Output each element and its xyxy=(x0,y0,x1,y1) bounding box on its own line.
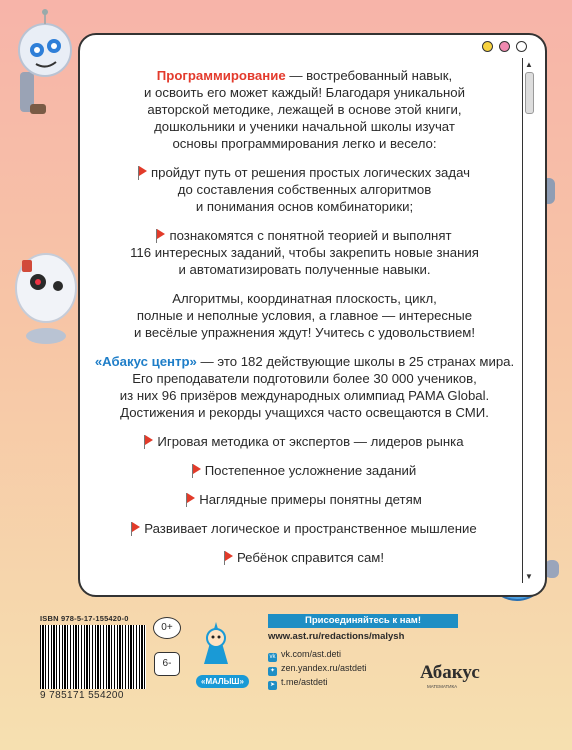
website-link[interactable]: www.ast.ru/redactions/malysh xyxy=(268,631,405,642)
social-vk-text: vk.com/ast.deti xyxy=(281,649,342,659)
malysh-label: «МАЛЫШ» xyxy=(196,675,249,688)
malysh-logo xyxy=(196,614,256,689)
malysh-character-icon xyxy=(196,614,236,666)
intro-line-4: дошкольники и ученики начальной школы изучат xyxy=(154,119,455,134)
flag-icon xyxy=(225,551,233,561)
intro-highlight: Программирование xyxy=(156,68,286,83)
window-content xyxy=(92,67,517,578)
social-zen[interactable] xyxy=(268,662,367,676)
para4-line-1: — это 182 действующие школы в 25 странах мира. xyxy=(196,354,515,369)
bullet-paragraph-2 xyxy=(92,227,517,278)
intro-line-1: — востребованный навык, xyxy=(285,68,453,83)
para3-line-1: Алгоритмы, координатная плоскость, цикл, xyxy=(172,291,437,306)
feature-text: Игровая методика от экспертов — лидеров рынка xyxy=(157,434,464,449)
window-button-yellow[interactable] xyxy=(482,41,493,52)
bullet2-line-3: и автоматизировать полученные навыки. xyxy=(178,262,431,277)
para4-line-2: Его преподаватели подготовили более 30 000 учеников, xyxy=(132,371,477,386)
social-links xyxy=(268,648,367,690)
window-controls xyxy=(482,41,527,52)
intro-line-3: авторской методике, лежащей в основе этой книги, xyxy=(147,102,462,117)
flag-icon xyxy=(157,229,165,239)
paragraph-3 xyxy=(92,290,517,341)
window-button-pink[interactable] xyxy=(499,41,510,52)
age-rating-badge: 0+ xyxy=(153,617,181,639)
back-cover-footer xyxy=(0,600,572,750)
abakus-subtitle: МАТЕМАТИКА xyxy=(427,684,458,689)
feature-item xyxy=(92,433,517,450)
age-recommendation-badge: 6- xyxy=(154,652,180,676)
feature-text: Наглядные примеры понятны детям xyxy=(199,492,422,507)
scrollbar[interactable] xyxy=(522,58,535,583)
social-vk[interactable] xyxy=(268,648,367,662)
para3-line-2: полные и неполные условия, а главное — интересные xyxy=(136,308,473,323)
social-telegram[interactable] xyxy=(268,676,367,690)
robot-illustration-left xyxy=(8,240,83,350)
robot-illustration-top-left xyxy=(10,8,80,118)
feature-text: Постепенное усложнение заданий xyxy=(204,463,417,478)
zen-icon: ✦ xyxy=(269,668,276,674)
telegram-icon: ➤ xyxy=(269,682,276,688)
flag-icon xyxy=(193,464,201,474)
program-window xyxy=(78,33,547,597)
feature-item xyxy=(92,520,517,537)
intro-paragraph xyxy=(92,67,517,152)
feature-text: Развивает логическое и пространственное мышление xyxy=(144,521,477,536)
isbn-label: ISBN 978-5-17-155420-0 xyxy=(40,614,129,623)
feature-item xyxy=(92,462,517,479)
intro-line-2: и освоить его может каждый! Благодаря уникальной xyxy=(143,85,465,100)
vk-icon: vk xyxy=(269,654,276,660)
paragraph-4 xyxy=(92,353,517,421)
flag-icon xyxy=(145,435,153,445)
para3-line-3: и весёлые упражнения ждут! Учитесь с удовольствием! xyxy=(133,325,476,340)
feature-text: Ребёнок справится сам! xyxy=(236,550,385,565)
barcode-bars xyxy=(40,625,146,689)
scroll-up-arrow-icon[interactable]: ▲ xyxy=(525,60,533,69)
feature-item xyxy=(92,491,517,508)
scroll-thumb[interactable] xyxy=(525,72,534,114)
abakus-center-highlight: «Абакус центр» xyxy=(94,354,197,369)
bullet2-line-1: познакомятся с понятной теорией и выполнят xyxy=(169,228,452,243)
barcode xyxy=(40,614,146,701)
para4-line-3: из них 96 призёров международных олимпиад PAMA Global. xyxy=(119,388,490,403)
feature-item xyxy=(92,549,517,566)
bullet-paragraph-1 xyxy=(92,164,517,215)
intro-line-5: основы программирования легко и весело: xyxy=(172,136,437,151)
bullet1-line-2: до составления собственных алгоритмов xyxy=(177,182,432,197)
flag-icon xyxy=(132,522,140,532)
window-button-white[interactable] xyxy=(516,41,527,52)
bullet2-line-2: 116 интересных заданий, чтобы закрепить новые знания xyxy=(130,245,479,260)
barcode-number: 9 785171 554200 xyxy=(40,690,124,701)
para4-line-4: Достижения и рекорды учащихся часто освещаются в СМИ. xyxy=(120,405,489,420)
bullet1-line-1: пройдут путь от решения простых логических задач xyxy=(151,165,470,180)
join-us-banner: Присоединяйтесь к нам! xyxy=(268,614,458,628)
abakus-logo: Абакус xyxy=(420,662,480,683)
flag-icon xyxy=(187,493,195,503)
social-tg-text: t.me/astdeti xyxy=(281,677,328,687)
bullet1-line-3: и понимания основ комбинаторики; xyxy=(195,199,414,214)
social-zen-text: zen.yandex.ru/astdeti xyxy=(281,663,367,673)
flag-icon xyxy=(139,166,147,176)
scroll-down-arrow-icon[interactable]: ▼ xyxy=(525,572,533,581)
